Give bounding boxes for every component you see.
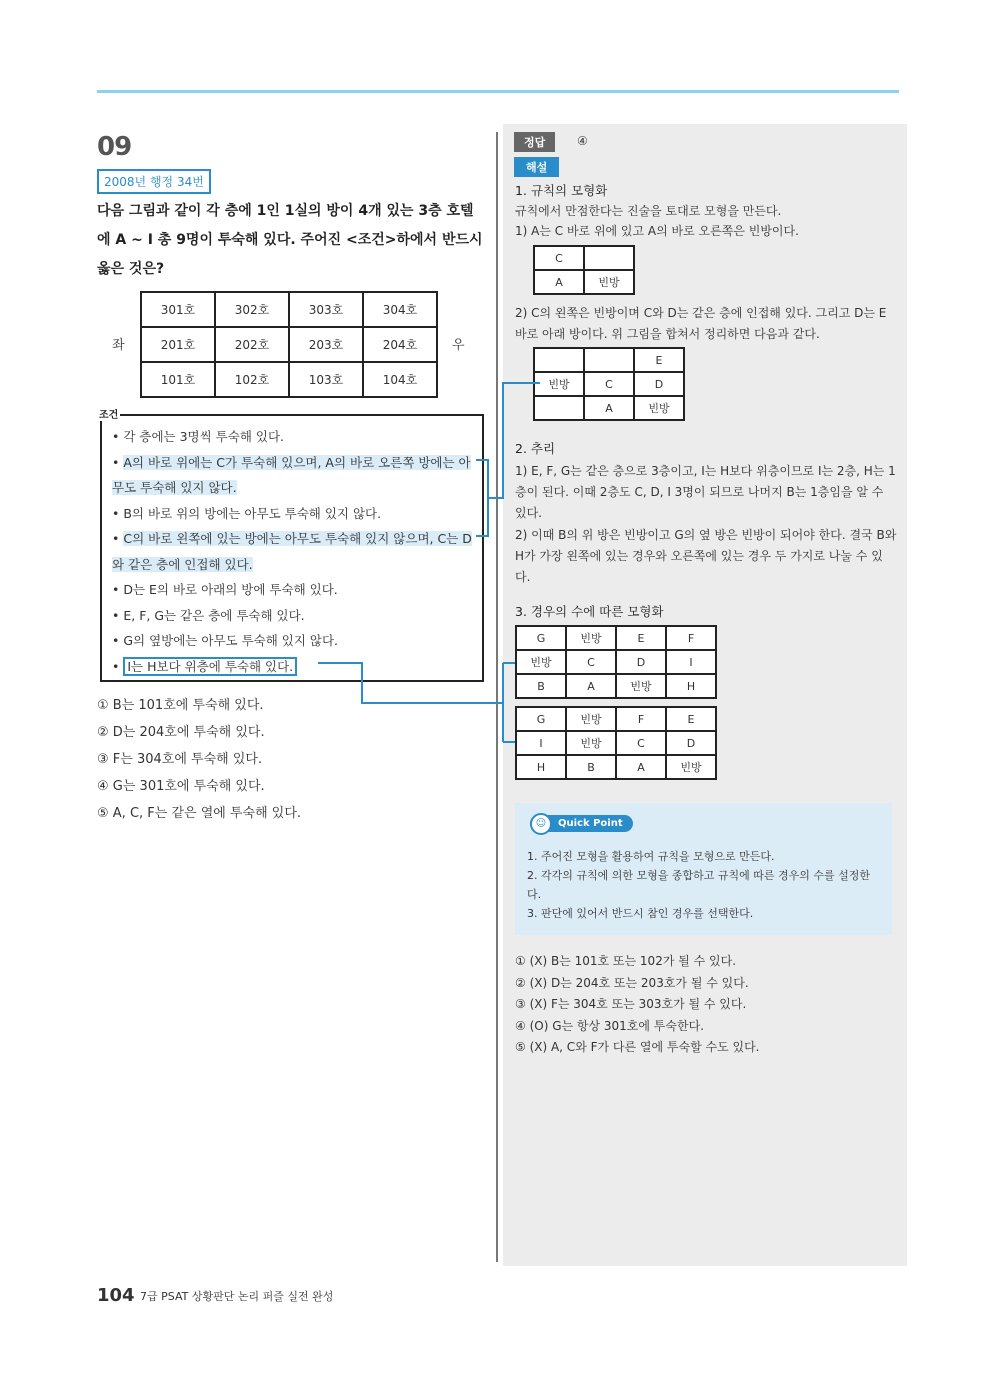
section-text: 1) E, F, G는 같은 층으로 3층이고, I는 H보다 위층이므로 I는 2층, H는 1층이 된다. 이때 2층도 C, D, I 3명이 되므로 나머지 B는 1층임을 알 수 있다. bbox=[515, 464, 896, 520]
grid-cell: D bbox=[666, 731, 716, 755]
room-cell: 303호 bbox=[289, 292, 363, 327]
grid-cell: C bbox=[566, 650, 616, 674]
grid-cell: 빈방 bbox=[666, 755, 716, 779]
condition-text: B의 바로 위의 방에는 아무도 투숙해 있지 않다. bbox=[123, 505, 382, 521]
condition-item: • B의 바로 위의 방에는 아무도 투숙해 있지 않다. bbox=[112, 505, 382, 521]
grid-cell: C bbox=[616, 731, 666, 755]
condition-item: • I는 H보다 위층에 투숙해 있다. bbox=[112, 654, 477, 680]
question-text: 다음 그림과 같이 각 층에 1인 1실의 방이 4개 있는 3층 호텔에 A ~ I 총 9명이 투숙해 있다. 주어진 <조건>하에서 반드시 옳은 것은? bbox=[97, 203, 483, 277]
choice-item: ② D는 204호에 투숙해 있다. bbox=[97, 725, 265, 740]
condition-item: • E, F, G는 같은 층에 투숙해 있다. bbox=[112, 607, 305, 623]
grid-cell: E bbox=[666, 707, 716, 731]
grid-cell: D bbox=[634, 372, 684, 396]
question-source: 2008년 행정 34번 bbox=[97, 169, 211, 194]
grid-cell: 빈방 bbox=[516, 650, 566, 674]
connector-to-cases bbox=[318, 663, 503, 703]
grid-cell: G bbox=[516, 626, 566, 650]
grid-cell: E bbox=[616, 626, 666, 650]
page-number: 104 bbox=[97, 1285, 135, 1306]
grid-cell: A bbox=[566, 674, 616, 698]
grid-cell: A bbox=[616, 755, 666, 779]
choice-item: ① B는 101호에 투숙해 있다. bbox=[97, 698, 264, 713]
grid-cell: H bbox=[666, 674, 716, 698]
section-text: 규칙에서 만점한다는 진술을 토대로 모형을 만든다. bbox=[515, 204, 782, 218]
room-cell: 102호 bbox=[215, 362, 289, 397]
grid-cell: I bbox=[666, 650, 716, 674]
answer-explanation-item: ① (X) B는 101호 또는 102가 될 수 있다. bbox=[515, 954, 737, 968]
grid-cell: C bbox=[584, 372, 634, 396]
section-text: 1) A는 C 바로 위에 있고 A의 바로 오른쪽은 빈방이다. bbox=[515, 224, 799, 238]
section-text: 2) C의 왼쪽은 빈방이며 C와 D는 같은 층에 인접해 있다. 그리고 D는 E 바로 아래 방이다. 위 그림을 합쳐서 정리하면 다음과 같다. bbox=[515, 306, 887, 341]
condition-text-highlighted: A의 바로 위에는 C가 투숙해 있으며, A의 바로 오른쪽 방에는 아무도 투숙해 있지 않다. bbox=[112, 454, 471, 495]
grid-cell: C bbox=[534, 246, 584, 270]
room-cell: 301호 bbox=[141, 292, 215, 327]
grid-cell: I bbox=[516, 731, 566, 755]
choice-item: ⑤ A, C, F는 같은 열에 투숙해 있다. bbox=[97, 806, 302, 821]
grid-cell: H bbox=[516, 755, 566, 779]
room-cell: 201호 bbox=[141, 327, 215, 362]
side-right-label: 우 bbox=[452, 338, 465, 353]
book-title: 7급 PSAT 상황판단 논리 퍼즐 실전 완성 bbox=[140, 1290, 334, 1303]
room-cell: 203호 bbox=[289, 327, 363, 362]
side-left-label: 좌 bbox=[112, 338, 125, 353]
condition-item: • C의 바로 왼쪽에 있는 방에는 아무도 투숙해 있지 않으며, C는 D와 같은 층에 인접해 있다. bbox=[112, 531, 472, 572]
section-title: 3. 경우의 수에 따른 모형화 bbox=[515, 604, 664, 619]
grid-cell: B bbox=[516, 674, 566, 698]
condition-item: • 각 층에는 3명씩 투숙해 있다. bbox=[112, 429, 285, 444]
answer-value: ④ bbox=[577, 134, 588, 148]
grid-cell: A bbox=[534, 270, 584, 294]
answer-explanation-item: ② (X) D는 204호 또는 203호가 될 수 있다. bbox=[515, 975, 749, 990]
grid-cell: 빈방 bbox=[634, 396, 684, 420]
room-cell: 103호 bbox=[289, 362, 363, 397]
grid-cell: G bbox=[516, 707, 566, 731]
condition-item: • A의 바로 위에는 C가 투숙해 있으며, A의 바로 오른쪽 방에는 아무도 투숙해 있지 않다. bbox=[112, 454, 471, 495]
grid-cell: 빈방 bbox=[566, 707, 616, 731]
room-cell: 104호 bbox=[363, 362, 437, 397]
choice-item: ④ G는 301호에 투숙해 있다. bbox=[97, 779, 265, 794]
room-cell: 202호 bbox=[215, 327, 289, 362]
grid-cell: B bbox=[566, 755, 616, 779]
answer-tag: 정답 bbox=[514, 132, 555, 152]
answer-explanation-item: ⑤ (X) A, C와 F가 다른 열에 투숙할 수도 있다. bbox=[515, 1040, 760, 1054]
conditions-label: 조건 bbox=[97, 406, 120, 421]
quick-point-item: 3. 판단에 있어서 반드시 참인 경우를 선택한다. bbox=[527, 907, 754, 920]
bracket-line bbox=[476, 460, 488, 536]
face-icon: ☺ bbox=[530, 813, 552, 835]
grid-cell: F bbox=[616, 707, 666, 731]
room-cell: 302호 bbox=[215, 292, 289, 327]
section-title: 2. 추리 bbox=[515, 441, 556, 456]
answer-explanation-item: ③ (X) F는 304호 또는 303호가 될 수 있다. bbox=[515, 997, 747, 1011]
grid-cell: 빈방 bbox=[566, 731, 616, 755]
condition-text: E, F, G는 같은 층에 투숙해 있다. bbox=[123, 607, 305, 623]
grid-cell: 빈방 bbox=[584, 270, 634, 294]
quick-point-item: 1. 주어진 모형을 활용하여 규칙을 모형으로 만든다. bbox=[527, 850, 775, 863]
grid-cell: D bbox=[616, 650, 666, 674]
grid-cell: 빈방 bbox=[616, 674, 666, 698]
grid-cell: 빈방 bbox=[534, 372, 584, 396]
grid-cell: A bbox=[584, 396, 634, 420]
connector-to-grid2 bbox=[488, 383, 540, 498]
quick-point-item: 2. 각각의 규칙에 의한 모형을 종합하고 규칙에 따른 경우의 수를 설정한다. bbox=[527, 869, 870, 901]
section-text: 2) 이때 B의 위 방은 빈방이고 G의 옆 방은 빈방이 되어야 한다. 결국 B와 H가 가장 왼쪽에 있는 경우와 오른쪽에 있는 경우 두 가지로 나눌 수 있다. bbox=[515, 528, 897, 584]
room-cell: 304호 bbox=[363, 292, 437, 327]
condition-text: D는 E의 바로 아래의 방에 투숙해 있다. bbox=[123, 582, 338, 597]
condition-text-highlighted: C의 바로 왼쪽에 있는 방에는 아무도 투숙해 있지 않으며, C는 D와 같은 층에 인접해 있다. bbox=[112, 531, 472, 572]
choice-item: ③ F는 304호에 투숙해 있다. bbox=[97, 752, 263, 767]
grid-cell: F bbox=[666, 626, 716, 650]
condition-text: G의 옆방에는 아무도 투숙해 있지 않다. bbox=[123, 633, 339, 648]
section-title: 1. 규칙의 모형화 bbox=[515, 183, 608, 198]
question-number: 09 bbox=[97, 132, 132, 162]
room-cell: 204호 bbox=[363, 327, 437, 362]
grid-cell: 빈방 bbox=[566, 626, 616, 650]
grid-cell: E bbox=[634, 348, 684, 372]
quick-point-badge: Quick Point bbox=[530, 815, 633, 832]
condition-item: • G의 옆방에는 아무도 투숙해 있지 않다. bbox=[112, 633, 339, 648]
explanation-tag: 해설 bbox=[514, 157, 559, 177]
condition-item: • D는 E의 바로 아래의 방에 투숙해 있다. bbox=[112, 582, 338, 597]
room-cell: 101호 bbox=[141, 362, 215, 397]
condition-text: 각 층에는 3명씩 투숙해 있다. bbox=[123, 429, 285, 444]
answer-explanation-item: ④ (O) G는 항상 301호에 투숙한다. bbox=[515, 1018, 704, 1033]
condition-text-boxed: I는 H보다 위층에 투숙해 있다. bbox=[123, 657, 297, 676]
